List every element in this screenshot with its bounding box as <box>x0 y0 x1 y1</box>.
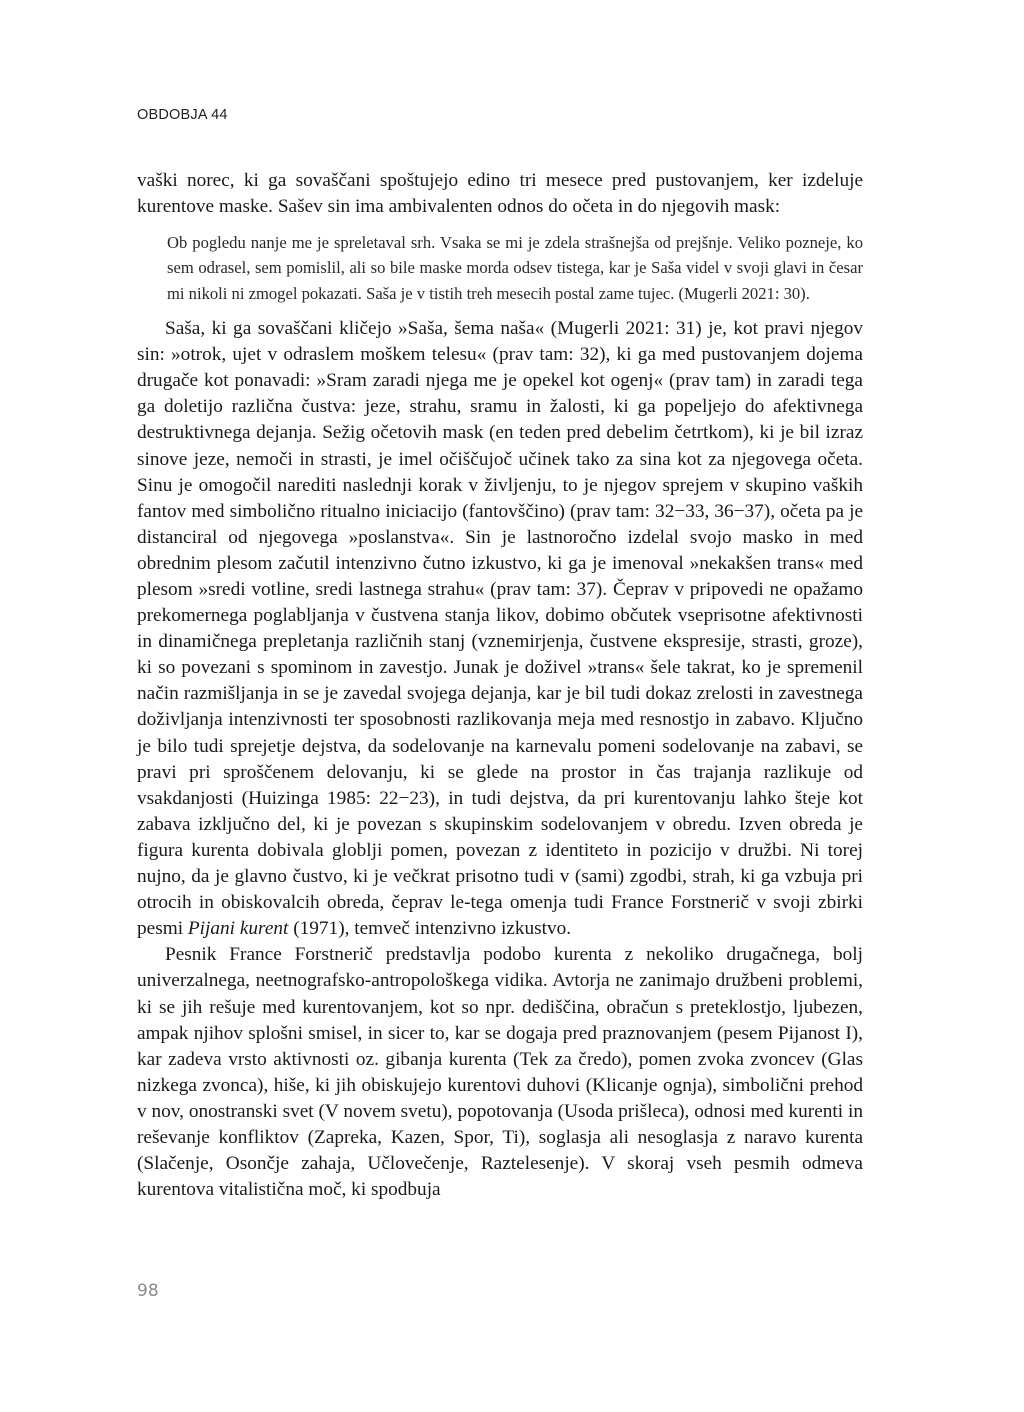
paragraph-text: Saša, ki ga sovaščani kličejo »Saša, šema naša« (Mugerli 2021: 31) je, kot pravi njegov sin: »otrok, ujet v odraslem moškem telesu« (prav tam: 32), ki ga med pustovanjem dojema drugače kot ponavadi: »Sram zaradi njega me je opekel kot ogenj« (prav tam) in zaradi tega ga doletijo različna čustva: jeze, strahu, sramu in žalosti, ki ga popeljejo do afektivnega destruktivnega dejanja. Sežig očetovih mask (en teden pred debelim četrtkom), ki je bil izraz sinove jeze, nemoči in strasti, je imel očiščujoč učinek tako za sina kot za njegovega očeta. Sinu je omogočil narediti naslednji korak v življenju, to je njegov sprejem v skupino vaških fantov med simbolično ritualno iniciacijo (fantovščino) (prav tam: 32−33, 36−37), očeta pa je distanciral od njegovega »poslanstva«. Sin je lastnoročno izdelal svojo masko in med obrednim plesom začutil intenzivno čutno izkustvo, ki ga je imenoval »nekakšen trans« med plesom »sredi votline, sredi lastnega strahu« (prav tam: 37). Čeprav v pripovedi ne opažamo prekomernega poglabljanja v čustvena stanja likov, dobimo občutek vseprisotne afektivnosti in dinamičnega prepletanja različnih stanj (vznemirjenja, čustvene ekspresije, strasti, groze), ki so povezani s spominom in zavestjo. Junak je doživel »trans« šele takrat, ko je spremenil način razmišljanja in se je zavedal svojega dejanja, kar je bil tudi dokaz zrelosti in zavestnega doživljanja intenzivnosti ter sposobnosti razlikovanja meja med resnostjo in zabavo. Ključno je bilo tudi sprejetje dejstva, da sodelovanje na karnevalu pomeni sodelovanje na zabavi, se pravi pri sproščenem delovanju, ki se glede na prostor in čas trajanja razlikuje od vsakdanjosti (Huizinga 1985: 22−23), in tudi dejstva, da pri kurentovanju lahko šteje kot zabava izključno del, ki je povezan s skupinskim sodelovanjem v obredu. Izven obreda je figura kurenta dobivala globlji pomen, povezan z identiteto in pozicijo v družbi. Ni torej nujno, da je glavno čustvo, ki je večkrat prisotno tudi v (sami) zgodbi, strah, ki ga vzbuja pri otrocih in obiskovalcih obreda, čeprav le-tega omenja tudi France Forstnerič v svoji zbirki pesmi <box>137 318 863 940</box>
page-number: 98 <box>137 1281 159 1301</box>
paragraph-forstneric: Pesnik France Forstnerič predstavlja podobo kurenta z nekoliko drugačnega, bolj univerzalnega, neetnografsko-antropološkega vidika. Avtorja ne zanimajo družbeni problemi, ki se jih rešuje med kurentovanjem, kot so npr. dediščina, obračun s preteklostjo, ljubezen, ampak njihov splošni smisel, in sicer to, kar se dogaja pred praznovanjem (pesem Pijanost I), kar zadeva vrsto aktivnosti oz. gibanja kurenta (Tek za čredo), pomen zvoka zvoncev (Glas nizkega zvonca), hiše, ki jih obiskujejo kurentovi duhovi (Klicanje ognja), simbolični prehod v nov, onostranski svet (V novem svetu), popotovanja (Usoda prišleca), odnosi med kurenti in reševanje konfliktov (Zapreka, Kazen, Spor, Ti), soglasja ali nesoglasja z naravo kurenta (Slačenje, Osončje zahaja, Učlovečenje, Raztelesenje). V skoraj vseh pesmih odmeva kurentova vitalistična moč, ki spodbuja <box>137 944 863 1201</box>
paragraph-continued: vaški norec, ki ga sovaščani spoštujejo edino tri mesece pred pustovanjem, ker izdeluje kurentove maske. Sašev sin ima ambivalenten odnos do očeta in do njegovih mask: <box>137 170 863 218</box>
body-text <box>137 168 863 1203</box>
paragraph-text-end: (1971), temveč intenzivno izkustvo. <box>288 918 572 940</box>
running-head: OBDOBJA 44 <box>137 107 228 123</box>
block-quote: Ob pogledu nanje me je spreletaval srh. Vsaka se mi je zdela strašnejša od prejšnje. Veliko pozneje, ko sem odrasel, sem pomislil, ali so bile maske morda odsev tistega, kar je Saša videl v svoji glavi in česar mi nikoli ni zmogel pokazati. Saša je v tistih treh mesecih postal zame tujec. (Mugerli 2021: 30). <box>167 233 863 303</box>
paragraph-sasa <box>137 316 863 942</box>
book-title: Pijani kurent <box>187 918 289 940</box>
